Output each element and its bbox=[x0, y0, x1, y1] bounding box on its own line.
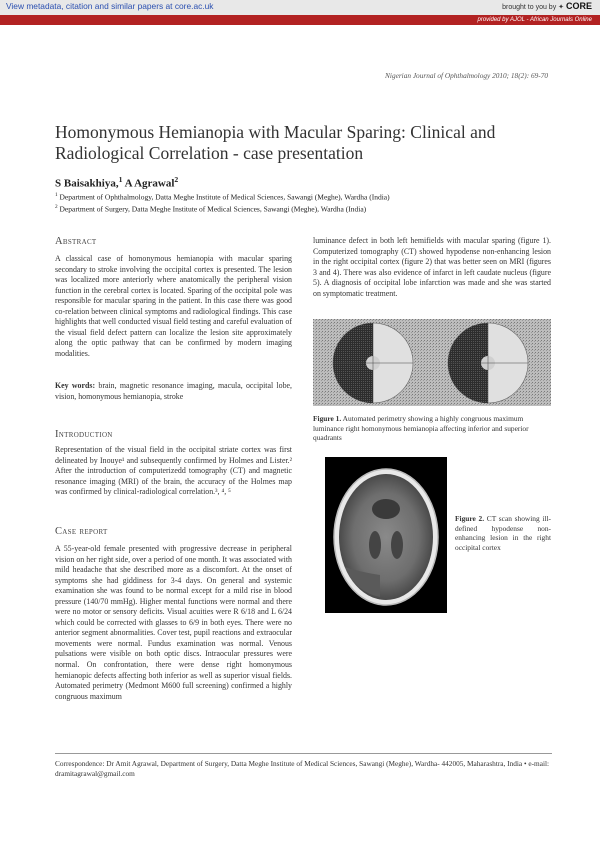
figure-2-text: CT scan showing ill-defined hypodense non-enhancing lesion in the right occipital cortex bbox=[455, 514, 552, 552]
right-eye-field bbox=[448, 323, 528, 403]
figure-2-caption bbox=[455, 514, 551, 552]
journal-citation: Nigerian Journal of Ophthalmology 2010; 18(2): 69-70 bbox=[385, 71, 548, 80]
correspondence: Correspondence: Dr Amit Agrawal, Department of Surgery, Datta Meghe Institute of Medical Sciences, Sawangi (Meghe), Wardha- 442005, Maharashtra, India • e-mail: dramitagrawal@gmail.com bbox=[55, 759, 550, 778]
figure-2-image bbox=[325, 457, 447, 613]
affiliation-2-text: Department of Surgery, Datta Meghe Institute of Medical Sciences, Sawangi (Meghe), Wardha (India) bbox=[59, 204, 367, 214]
core-logo-icon: ✦ bbox=[558, 4, 565, 11]
left-eye-field bbox=[333, 323, 413, 403]
perimetry-plot bbox=[313, 319, 551, 406]
abstract-heading: Abstract bbox=[55, 236, 97, 247]
metadata-link[interactable]: View metadata, citation and similar papers at core.ac.uk bbox=[6, 1, 214, 11]
author-2-sup: 2 bbox=[174, 175, 179, 184]
affiliation-1-text: Department of Ophthalmology, Datta Meghe Institute of Medical Sciences, Sawangi (Meghe), Wardha (India) bbox=[59, 192, 390, 202]
core-label: CORE bbox=[565, 1, 592, 11]
case-report-heading: Case report bbox=[55, 526, 108, 537]
paper-title: Homonymous Hemianopia with Macular Sparing: Clinical and Radiological Correlation - case presentation bbox=[55, 122, 496, 163]
figure-1-caption bbox=[313, 414, 551, 443]
author-list bbox=[55, 175, 178, 190]
figure-1-label: Figure 1. bbox=[313, 414, 342, 423]
introduction-heading: Introduction bbox=[55, 429, 113, 440]
core-brand[interactable] bbox=[502, 1, 592, 11]
affiliation-1 bbox=[55, 192, 390, 202]
affiliation-1-num: 1 bbox=[55, 192, 58, 198]
abstract-body: A classical case of homonymous hemianopia with macular sparing secondary to stroke involving the occipital cortex is presented. The lesion was localized more anteriorly where anatomically the peripheral vision function in the cerebral cortex is located. Sparing of the occipital pole was responsible for macular sparing in the patient. In this case there was good co-relation between clinical symptoms and radiological findings. This case highlights that well conducted visual field testing and careful evaluation of the visual field defect pattern can localize the lesion site approximately along the optic pathway that can be confirmed by modern imaging modalities. bbox=[55, 254, 292, 358]
figure-1-image bbox=[313, 319, 551, 406]
affiliation-2-num: 2 bbox=[55, 204, 58, 210]
case-report-continued: luminance defect in both left hemifields with macular sparing (figure 1). Computerized tomography (CT) showed hypodense non-enhancing lesion in the right occipital cortex (figure 2) that was better seen on MRI (figures 3 and 4). There was also evidence of infarct in left caudate nucleus (figure 5). A diagnosis of occipital lobe infarction was made and she was started on symptomatic treatment. bbox=[313, 236, 551, 298]
introduction-body: Representation of the visual field in the occipital striate cortex was first delineated by Inouye¹ and subsequently confirmed by Holmes and Lister.² After the introduction of computerizedd tomography (CT) and magnetic resonance imaging (MRI) of the brain, the accuracy of the Holmes map was confirmed by clinical-radiological correlation.³, ⁴, ⁵ bbox=[55, 445, 292, 497]
author-1: S Baisakhiya, bbox=[55, 177, 119, 190]
provider-text[interactable]: provided by AJOL - African Journals Online bbox=[477, 17, 592, 23]
case-report-body: A 55-year-old female presented with progressive decrease in peripheral vision on her right side, over a period of one month. It was associated with mild headache that she described more as a discomfort. At the onset of symptoms she had giddiness for 3-4 days. On general and systemic examination she was found to be normal except for a mild rise in blood pressure (140/70 mmHg). Higher mental functions were normal and there were no motor or sensory deficits. Visual acuities were R 6/18 and L 6/24 which could be corrected with glasses to 6/9 in both eyes. There were no anterior segment abnormalities. Cover test, pupil reactions and extraocular movements were normal. Fundus examination was normal. Venous pulsations were visible on both optic discs. Intraocular pressures were normal. On confrontation, there were dense right homonymous hemianopic defects affecting both inferior as well as superior visual fields. Automated perimetry (Medmont M600 full screening) confirmed a highly congruous maximum bbox=[55, 544, 292, 701]
author-1-sup: 1 bbox=[118, 175, 123, 184]
author-2: A Agrawal bbox=[124, 177, 175, 190]
ct-scan bbox=[325, 457, 447, 613]
affiliation-2 bbox=[55, 204, 366, 214]
keywords-label: Key words: bbox=[55, 381, 96, 390]
figure-2-label: Figure 2. bbox=[455, 514, 485, 523]
keywords-text: brain, magnetic resonance imaging, macula, occipital lobe, vision, homonymous hemianopia, stroke bbox=[55, 381, 292, 401]
figure-1-text: Automated perimetry showing a highly congruous maximum luminance right homonymous hemianopia affecting inferior and superior quadrants bbox=[313, 414, 529, 442]
brought-by-text: brought to you by bbox=[502, 4, 557, 11]
footer-divider bbox=[55, 753, 552, 754]
keywords bbox=[55, 381, 292, 402]
